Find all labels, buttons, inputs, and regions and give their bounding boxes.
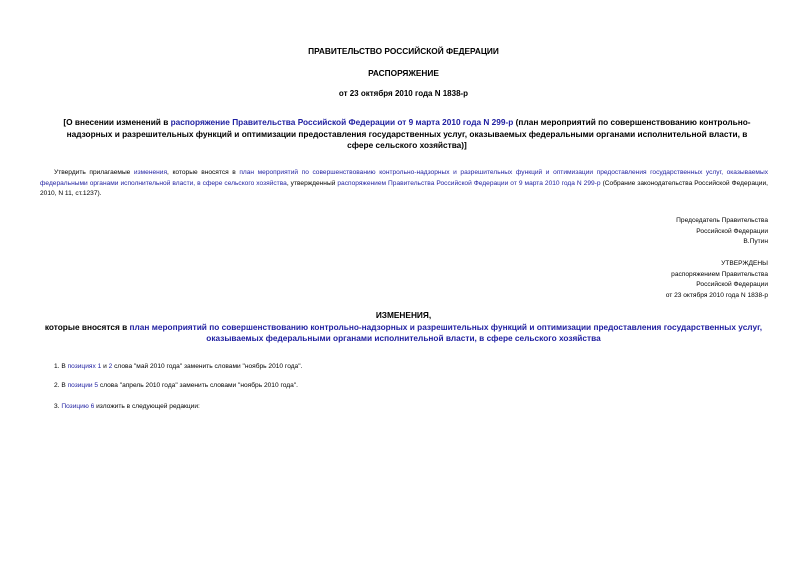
preamble-suffix: (план мероприятий по совершенствованию контрольно-надзорных и разрешительных функций и оптимизации предоставления государственных услуг, оказываемых федеральными органами исполнительной власти, в сфере сельского хозяйства)] — [66, 117, 751, 150]
changes-subtitle — [20, 322, 787, 345]
signature-position: Председатель Правительства — [676, 217, 768, 224]
list-item-3 — [54, 402, 200, 412]
approved-country: Российской Федерации — [696, 281, 768, 288]
order-link[interactable]: распоряжением Правительства Российской Федерации от 9 марта 2010 года N 299-р — [337, 179, 601, 187]
list-item-2 — [54, 381, 298, 391]
resolution-paragraph — [40, 168, 768, 200]
item-1-text-c: слова "май 2010 года" заменить словами "ноябрь 2010 года". — [112, 363, 303, 370]
approved-by: распоряжением Правительства — [671, 270, 768, 278]
document-type-heading: РАСПОРЯЖЕНИЕ — [368, 68, 439, 78]
item-2-text-b: слова "апрель 2010 года" заменить словами "ноябрь 2010 года". — [98, 382, 298, 389]
changes-heading — [20, 310, 787, 345]
body-text-3: , утвержденный — [286, 179, 338, 187]
changes-title: ИЗМЕНЕНИЯ, — [375, 310, 432, 320]
signature-name: В.Путин — [743, 238, 768, 245]
plan-link[interactable]: план мероприятий по совершенствованию контрольно-надзорных и разрешительных функций и оптимизации предоставления государственных услуг, оказываемых федеральными органами исполнительной власти, в сфере сельского хозяйства — [40, 169, 768, 187]
signature-block — [676, 216, 768, 248]
positions-1-link[interactable]: позициях 1 — [67, 363, 102, 370]
preamble — [62, 117, 752, 152]
signature-country: Российской Федерации — [696, 227, 768, 235]
item-1-text-a: 1. В — [54, 363, 68, 370]
item-2-text-a: 2. В — [54, 382, 68, 389]
approved-block — [666, 259, 768, 301]
changes-prefix: которые вносятся в — [44, 321, 130, 332]
item-1-text-b: и — [101, 363, 109, 370]
item-3-text-b: изложить в следующей редакции: — [94, 403, 200, 410]
preamble-link[interactable]: распоряжение Правительства Российской Федерации от 9 марта 2010 года N 299-р — [170, 117, 514, 127]
government-heading: ПРАВИТЕЛЬСТВО РОССИЙСКОЙ ФЕДЕРАЦИИ — [308, 46, 499, 56]
preamble-prefix: [О внесении изменений в — [63, 117, 171, 127]
changes-link[interactable]: изменения — [133, 169, 168, 176]
body-text-2: , которые вносятся в — [167, 169, 240, 176]
body-text-4: (Собрание законодательства Российской Федерации, 2010, N 11, ст.1237). — [40, 179, 768, 197]
position-5-link[interactable]: позиции 5 — [67, 382, 99, 389]
item-3-text-a: 3. — [54, 403, 62, 410]
changes-plan-link[interactable]: план мероприятий по совершенствованию контрольно-надзорных и разрешительных функций и оптимизации предоставления государственных услуг, оказываемых федеральными органами исполнительной власти, в сфере сельского хозяйства — [129, 321, 763, 343]
approved-title: УТВЕРЖДЕНЫ — [721, 260, 768, 267]
list-item-1 — [54, 362, 302, 372]
approved-date: от 23 октября 2010 года N 1838-р — [665, 291, 768, 299]
position-6-link[interactable]: Позицию 6 — [61, 403, 95, 410]
document-date-number: от 23 октября 2010 года N 1838-р — [338, 89, 469, 98]
body-text-1: Утвердить прилагаемые — [54, 169, 134, 176]
position-2-link[interactable]: 2 — [108, 363, 113, 370]
